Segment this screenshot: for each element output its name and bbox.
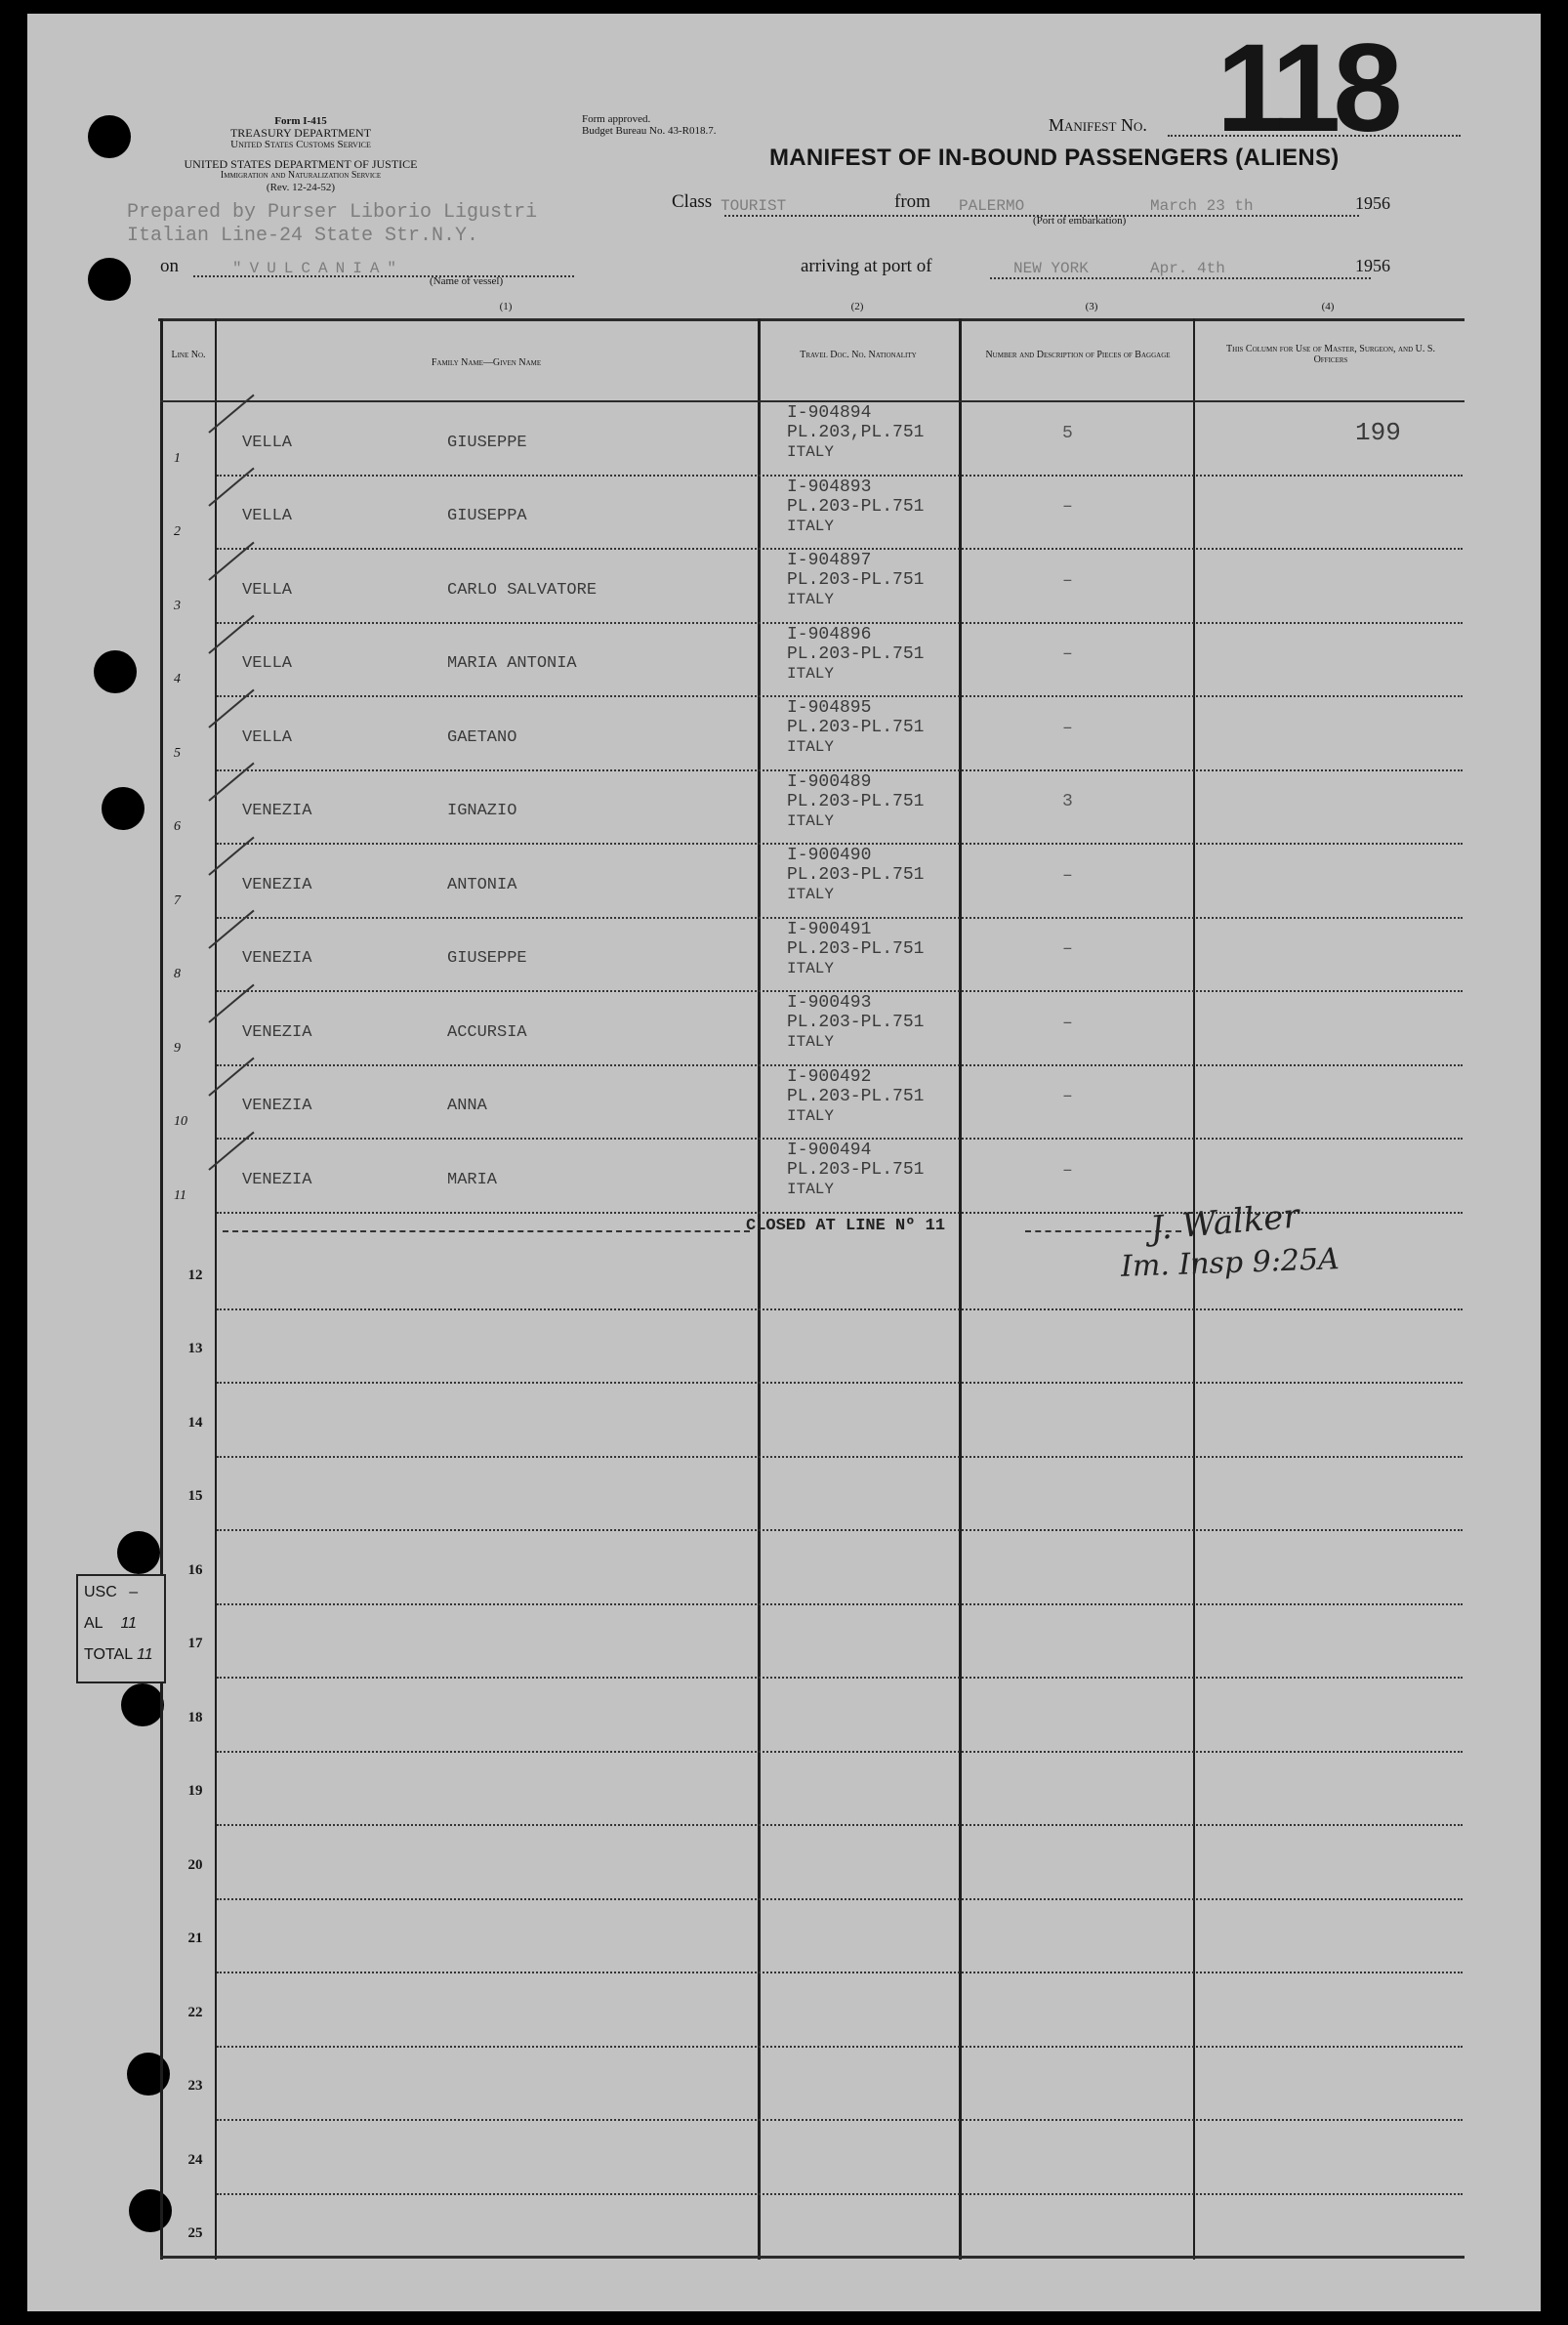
italian-line: Italian Line-24 State Str.N.Y.: [127, 225, 479, 247]
nationality: ITALY: [787, 1106, 835, 1125]
baggage-count: 5: [1062, 423, 1073, 443]
customs-label: United States Customs Service: [230, 139, 371, 150]
travel-doc-number: I-900491: [787, 919, 872, 939]
given-name: GIUSEPPE: [447, 433, 527, 452]
column-number-3: (3): [1085, 301, 1098, 312]
stamp-total-value: 11: [137, 1646, 153, 1663]
baggage-count: –: [1062, 1160, 1073, 1181]
travel-doc-number: I-900490: [787, 846, 872, 865]
manifest-title: MANIFEST OF IN-BOUND PASSENGERS (ALIENS): [769, 145, 1340, 171]
baggage-count: –: [1062, 497, 1073, 518]
binder-hole: [88, 115, 131, 158]
travel-doc-number: I-904895: [787, 698, 872, 718]
inspector-title: Im. Insp 9:25A: [1120, 1242, 1341, 1284]
family-name: VENEZIA: [242, 1022, 312, 1042]
line-number: 20: [187, 1856, 203, 1873]
form-id: Form I-415: [274, 115, 327, 127]
form-approved: Form approved.: [582, 113, 651, 125]
arriving-label: arriving at port of: [801, 256, 932, 276]
family-name: VENEZIA: [242, 875, 312, 894]
baggage-count: –: [1062, 1013, 1073, 1033]
baggage-count: –: [1062, 570, 1073, 591]
line-number: 12: [187, 1266, 203, 1283]
stamp-usc-label: USC: [84, 1584, 117, 1600]
permit-number: PL.203-PL.751: [787, 1013, 925, 1032]
travel-doc-number: I-904897: [787, 551, 872, 570]
stamp-al-value: 11: [120, 1615, 138, 1632]
header-travel-doc: Travel Doc. No. Nationality: [800, 350, 917, 360]
permit-number: PL.203,PL.751: [787, 423, 925, 442]
family-name: VENEZIA: [242, 949, 312, 969]
arrival-year: 1956: [1355, 256, 1390, 275]
class-value: TOURIST: [721, 197, 787, 215]
line-number: 2: [174, 524, 181, 539]
stamp-al-label: AL: [84, 1615, 103, 1632]
empty-line: [27, 1900, 1541, 1974]
empty-line: [27, 1384, 1541, 1458]
line-number: 9: [174, 1040, 181, 1056]
table-row: [27, 697, 1541, 771]
manifest-page: [27, 14, 1541, 2311]
given-name: GIUSEPPA: [447, 507, 527, 526]
permit-number: PL.203-PL.751: [787, 496, 925, 517]
permit-number: PL.203-PL.751: [787, 791, 925, 811]
line-number: 7: [174, 893, 181, 908]
travel-doc-number: I-900489: [787, 771, 872, 792]
from-label: from: [894, 191, 930, 212]
family-name: VENEZIA: [242, 802, 312, 821]
stamp-total-label: TOTAL: [84, 1646, 134, 1663]
table-row: [27, 845, 1541, 919]
header-baggage: Number and Description of Pieces of Baggage: [985, 350, 1171, 360]
given-name: MARIA ANTONIA: [447, 654, 577, 674]
line-number: 10: [174, 1114, 187, 1129]
nationality: ITALY: [787, 443, 835, 461]
header-line-no: Line No.: [171, 350, 206, 360]
travel-doc-number: I-904896: [787, 624, 872, 644]
nationality: ITALY: [787, 738, 835, 756]
travel-doc-number: I-900492: [787, 1066, 872, 1087]
nationality: ITALY: [787, 959, 835, 977]
travel-doc-number: I-904894: [787, 403, 872, 423]
table-row: [27, 477, 1541, 551]
empty-line: [27, 1753, 1541, 1827]
permit-number: PL.203-PL.751: [787, 644, 925, 664]
family-name: VELLA: [242, 654, 293, 674]
line-number: 23: [187, 2078, 203, 2095]
closed-at-line: CLOSED AT LINE Nº 11: [746, 1217, 946, 1235]
family-name: VELLA: [242, 727, 293, 747]
table-row: [27, 1140, 1541, 1214]
line-number: 11: [174, 1187, 186, 1203]
manifest-number: 118: [1217, 19, 1395, 158]
nationality: ITALY: [787, 517, 835, 535]
nationality: ITALY: [787, 811, 835, 830]
line-number: 21: [187, 1931, 203, 1947]
table-row: [27, 402, 1541, 477]
port-caption: (Port of embarkation): [1033, 215, 1127, 227]
line-number: 17: [187, 1636, 203, 1652]
line-number: 6: [174, 819, 181, 834]
travel-doc-number: I-900494: [787, 1141, 872, 1160]
form-approved-block: [582, 113, 716, 137]
empty-line: [27, 2121, 1541, 2195]
line-number: 24: [187, 2151, 203, 2168]
header-officers: This Column for Use of Master, Surgeon, and U. S. Officers: [1226, 344, 1435, 365]
baggage-count: –: [1062, 644, 1073, 665]
arrival-port: NEW YORK: [1013, 260, 1089, 277]
line-number: 13: [187, 1341, 203, 1357]
family-name: VELLA: [242, 433, 293, 452]
treasury-label: TREASURY DEPARTMENT: [229, 126, 372, 140]
permit-number: PL.203-PL.751: [787, 570, 925, 590]
line-number: 25: [187, 2225, 203, 2242]
permit-number: PL.203-PL.751: [787, 1086, 925, 1106]
line-number: 15: [187, 1488, 203, 1505]
rev-label: (Rev. 12-24-52): [266, 182, 336, 193]
header-name: Family Name—Given Name: [431, 357, 542, 368]
from-date: March 23 th: [1150, 197, 1254, 215]
table-row: [27, 771, 1541, 846]
given-name: CARLO SALVATORE: [447, 580, 598, 600]
justice-label: UNITED STATES DEPARTMENT OF JUSTICE: [184, 157, 418, 171]
table-row: [27, 1066, 1541, 1141]
vessel-caption: (Name of vessel): [430, 275, 504, 287]
column-number-1: (1): [499, 301, 513, 312]
nationality: ITALY: [787, 1033, 835, 1051]
class-label: Class: [672, 191, 713, 212]
empty-line: [27, 1531, 1541, 1605]
empty-line: [27, 2048, 1541, 2122]
officer-note: 199: [1355, 417, 1401, 447]
binder-hole: [88, 258, 131, 301]
travel-doc-number: I-904893: [787, 477, 872, 497]
line-number: 14: [187, 1414, 203, 1431]
line-number: 8: [174, 967, 181, 981]
family-name: VELLA: [242, 580, 293, 600]
given-name: ANNA: [447, 1097, 487, 1116]
baggage-count: –: [1062, 939, 1073, 960]
nationality: ITALY: [787, 664, 835, 683]
permit-number: PL.203-PL.751: [787, 1160, 925, 1180]
count-stamp: [76, 1574, 166, 1683]
empty-line: [27, 1310, 1541, 1385]
column-number-4: (4): [1321, 301, 1335, 312]
table-row: [27, 919, 1541, 993]
nationality: ITALY: [787, 591, 835, 608]
baggage-count: –: [1062, 1087, 1073, 1107]
table-row: [27, 550, 1541, 624]
empty-line: [27, 1605, 1541, 1680]
permit-number: PL.203-PL.751: [787, 865, 925, 885]
baggage-count: –: [1062, 865, 1073, 886]
line-number: 5: [174, 745, 181, 761]
manifest-label: Manifest No.: [1049, 115, 1147, 135]
given-name: GIUSEPPE: [447, 949, 527, 969]
ins-label: Immigration and Naturalization Service: [220, 170, 382, 181]
travel-doc-number: I-900493: [787, 993, 872, 1013]
permit-number: PL.203-PL.751: [787, 938, 925, 959]
line-number: 22: [187, 2004, 203, 2020]
prepared-by: Prepared by Purser Liborio Ligustri: [127, 201, 538, 224]
family-name: VENEZIA: [242, 1097, 312, 1116]
arrival-date: Apr. 4th: [1150, 260, 1225, 277]
empty-line: [27, 1973, 1541, 2048]
line-number: 18: [187, 1709, 203, 1725]
table-row: [27, 992, 1541, 1066]
baggage-count: 3: [1062, 792, 1073, 812]
family-name: VENEZIA: [242, 1170, 312, 1189]
given-name: MARIA: [447, 1170, 498, 1189]
given-name: ANTONIA: [447, 875, 517, 894]
empty-line: [27, 2195, 1541, 2269]
permit-number: PL.203-PL.751: [787, 718, 925, 737]
line-number: 19: [187, 1783, 203, 1800]
empty-line: [27, 1826, 1541, 1900]
nationality: ITALY: [787, 1181, 835, 1198]
budget-bureau: Budget Bureau No. 43-R018.7.: [582, 125, 717, 137]
nationality: ITALY: [787, 886, 835, 903]
empty-line: [27, 1679, 1541, 1753]
form-header-block: [154, 115, 447, 193]
column-number-2: (2): [850, 301, 864, 312]
stamp-usc-value: –: [129, 1584, 139, 1600]
given-name: IGNAZIO: [447, 802, 517, 821]
line-number: 4: [174, 672, 181, 686]
line-number: 3: [174, 598, 181, 613]
on-label: on: [160, 256, 179, 276]
from-port: PALERMO: [959, 197, 1025, 215]
line-number: 1: [174, 450, 181, 466]
given-name: ACCURSIA: [447, 1022, 527, 1042]
from-year: 1956: [1355, 193, 1390, 213]
given-name: GAETANO: [447, 727, 517, 747]
line-number: 16: [187, 1561, 203, 1578]
family-name: VELLA: [242, 507, 293, 526]
vessel-name: "VULCANIA": [232, 260, 405, 277]
empty-line: [27, 1458, 1541, 1532]
table-row: [27, 624, 1541, 698]
inspector-signature: J. Walker: [1148, 1196, 1301, 1249]
baggage-count: –: [1062, 718, 1073, 738]
